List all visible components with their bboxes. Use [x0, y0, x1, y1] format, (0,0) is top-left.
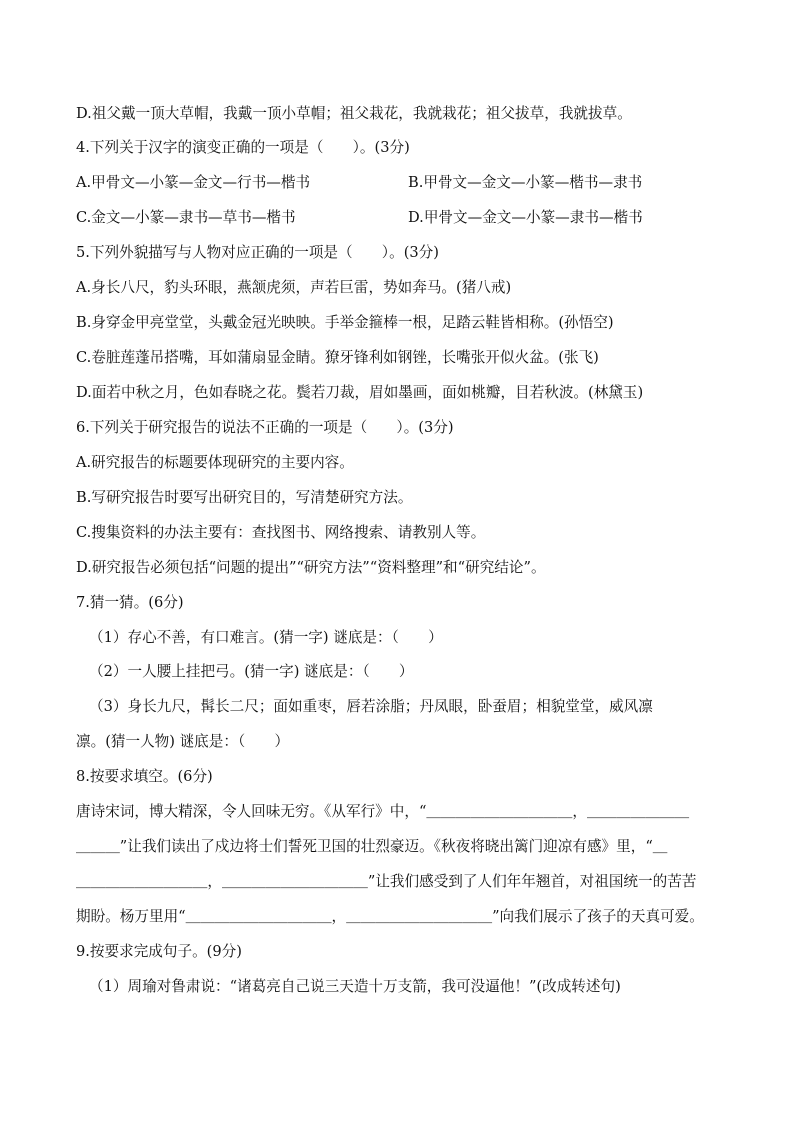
- q6-option-b: B.写研究报告时要写出研究目的，写清楚研究方法。: [76, 489, 413, 506]
- q4-option-c: C.金文—小篆—隶书—草书—楷书: [76, 209, 296, 226]
- q4-option-a: A.甲骨文—小篆—金文—行书—楷书: [76, 174, 311, 191]
- q9-item1: （1）周瑜对鲁肃说：“诸葛亮自己说三天造十万支箭，我可没逼他！”(改成转述句): [89, 978, 621, 995]
- q8-line3: ＿＿＿＿＿＿＿＿＿，＿＿＿＿＿＿＿＿＿＿”让我们感受到了人们年年翘首，对祖国统一的苦苦: [76, 873, 697, 890]
- q8-line2: ＿＿＿”让我们读出了戍边将士们誓死卫国的壮烈豪迈。《秋夜将晓出篱门迎凉有感》里，“＿: [76, 838, 668, 855]
- q8-line1: 唐诗宋词，博大精深，令人回味无穷。《从军行》中，“＿＿＿＿＿＿＿＿＿＿，＿＿＿＿＿＿＿: [76, 803, 690, 820]
- q4-option-d: D.甲骨文—金文—小篆—隶书—楷书: [408, 209, 643, 226]
- q5-stem: 5.下列外貌描写与人物对应正确的一项是（ ）。(3分): [76, 244, 439, 261]
- q6-option-a: A.研究报告的标题要体现研究的主要内容。: [76, 454, 354, 471]
- q8-line4: 期盼。杨万里用“＿＿＿＿＿＿＿＿＿＿，＿＿＿＿＿＿＿＿＿＿”向我们展示了孩子的天真可爱。: [76, 908, 704, 925]
- q7-stem: 7.猜一猜。(6分): [76, 594, 184, 611]
- q5-option-b: B.身穿金甲亮堂堂，头戴金冠光映映。手举金箍棒一根，足踏云鞋皆相称。(孙悟空): [76, 314, 614, 331]
- q7-item3-line2: 凛。(猜一人物) 谜底是：（ ）: [76, 733, 290, 750]
- q7-item2: （2）一人腰上挂把弓。(猜一字) 谜底是：（ ）: [89, 663, 414, 680]
- q7-item3-line1: （3）身长九尺，髯长二尺；面如重枣，唇若涂脂；丹凤眼，卧蚕眉；相貌堂堂，威风凛: [89, 698, 653, 715]
- q5-option-c: C.卷脏莲蓬吊搭嘴，耳如蒲扇显金睛。獠牙锋利如钢锉，长嘴张开似火盆。(张飞): [76, 349, 599, 366]
- q7-item1: （1）存心不善，有口难言。(猜一字) 谜底是：（ ）: [89, 629, 443, 646]
- q3-option-d: D.祖父戴一顶大草帽，我戴一顶小草帽；祖父栽花，我就栽花；祖父拔草，我就拔草。: [76, 105, 632, 122]
- q6-option-d: D.研究报告必须包括“问题的提出”“研究方法”“资料整理”和“研究结论”。: [76, 559, 546, 576]
- q5-option-d: D.面若中秋之月，色如春晓之花。鬓若刀裁，眉如墨画，面如桃瓣，目若秋波。(林黛玉): [76, 384, 644, 401]
- q6-stem: 6.下列关于研究报告的说法不正确的一项是（ ）。(3分): [76, 419, 454, 436]
- q4-stem: 4.下列关于汉字的演变正确的一项是（ ）。(3分): [76, 139, 410, 156]
- q8-stem: 8.按要求填空。(6分): [76, 768, 213, 785]
- q5-option-a: A.身长八尺，豹头环眼，燕颔虎须，声若巨雷，势如奔马。(猪八戒): [76, 279, 512, 296]
- q9-stem: 9.按要求完成句子。(9分): [76, 943, 242, 960]
- q4-option-b: B.甲骨文—金文—小篆—楷书—隶书: [408, 174, 643, 191]
- q6-option-c: C.搜集资料的办法主要有：查找图书、网络搜索、请教别人等。: [76, 524, 486, 541]
